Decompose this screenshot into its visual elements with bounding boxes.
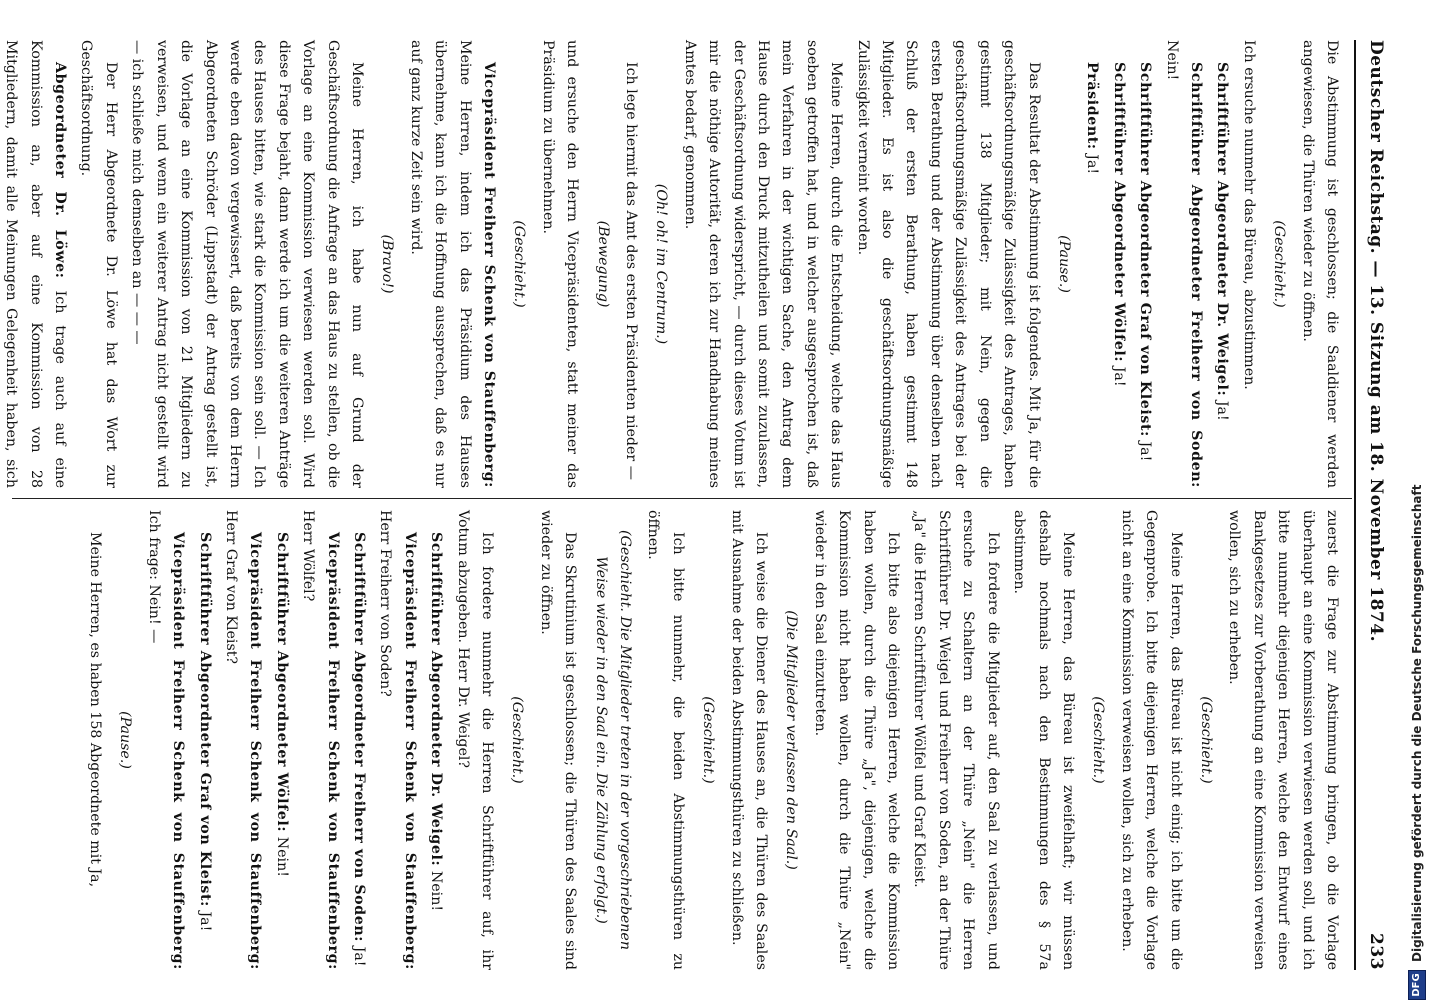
stage-direction: (Geschieht.)	[509, 696, 526, 784]
text-paragraph: Der Herr Abgeordnete Dr. Löwe hat das Wort zur Geschäftsordnung.	[78, 40, 119, 488]
speech-text: Ja!	[350, 942, 367, 967]
footer-text: Digitalisierung gefördert durch die Deutsche Forschungsgemeinschaft	[1410, 484, 1424, 962]
speech-paragraph	[403, 40, 501, 488]
stage-direction: (Geschieht. Die Mitglieder treten in der vorgeschriebenen Weise wieder in den Saal ein. Die Zählung erfolgt.)	[592, 530, 634, 950]
text-paragraph: Das Skrutinium ist geschlossen; die Thüren des Saales sind wieder zu öffnen.	[537, 510, 579, 970]
speech-text: Nein!	[273, 832, 290, 877]
text-paragraph: zuerst die Frage zur Abstimmung bringen, ob die Vorlage überhaupt an eine Kommission verwiesen werden soll, und ich bitte nunmehr diejenigen Herren, welche den Entwurf eines Bankgesetzes zur Vorberathung an eine Kommission verweisen wollen, sich zu erheben.	[1226, 510, 1340, 970]
speech-paragraph	[192, 510, 216, 970]
text-paragraph: Die Abstimmung ist geschlossen; die Saaldiener werden angewiesen, die Thüren wieder zu öffnen.	[1299, 40, 1340, 488]
page-number: 233	[1366, 933, 1386, 970]
speech-text: Ja!	[1214, 396, 1231, 421]
text-paragraph: Ich bitte also diejenigen Herren, welche die Kommission haben wollen, durch die Thüre „Ja", diejenigen, welche die Kommission nicht haben wollen, durch die Thüre „Nein" wieder in den Saal einzutreten.	[811, 510, 902, 970]
speaker-name: Schriftführer Abgeordneter Wölfel:	[273, 532, 290, 833]
speech-text: Ja!	[1137, 436, 1154, 462]
speech-paragraph	[373, 510, 422, 970]
stage-direction: (Geschieht.)	[511, 220, 528, 308]
speech-paragraph	[1080, 40, 1104, 488]
speech-text: Ich trage auch auf eine Kommission an, aber auf eine Kommission von 28 Mitgliedern, damit alle Meinungen Gelegenheit haben, sich	[3, 40, 69, 488]
stage-direction: (Die Mitglieder verlassen den Saal.)	[783, 610, 800, 870]
speech-paragraph	[296, 510, 345, 970]
speech-text: Ja!	[1110, 362, 1127, 387]
text-paragraph: Ich weise die Diener des Hauses an, die Thüren des Saales mit Ausnahme der beiden Abstimmungsthüren zu schließen.	[728, 510, 770, 970]
text-paragraph: Meine Herren, ich habe nun auf Grund der Geschäftsordnung die Anfrage an das Haus zu stellen, ob die Vorlage an eine Kommission verwiesen werden soll. Wird diese Frage bejaht, dann werde ich um die weiteren Anträge des Hauses bitten, wie stark die Kommission sein soll. — Ich werde eben davon vergewissert, daß bereits von dem Herrn Abgeordneten Schröder (Lippstadt) der Antrag gestellt ist, die Vorlage an eine Kommission von 21 Mitgliedern zu verweisen, und wenn ein weiterer Antrag nicht gestellt wird — ich schließe mich demselben an — — —	[129, 40, 365, 488]
speaker-name: Schriftführer Abgeordneter Wölfel:	[1110, 62, 1127, 363]
text-paragraph: Meine Herren, durch die Entscheidung, welche das Haus soeben getroffen hat, und in welcher ausgesprochen ist, daß mein Verfahren in der wichtigen Sache, den Antrag dem Hause durch den Druck mitzutheilen und somit zuzulassen, der Geschäftsordnung widerspricht, — durch dieses Votum ist mir die nöthige Autorität, deren ich zur Handhabung meines Amtes bedarf, genommen.	[681, 40, 845, 488]
digitization-footer	[1406, 0, 1428, 1000]
speaker-name: Vicepräsident Freiherr Schenk von Stauffenberg:	[401, 532, 418, 970]
speech-text: Ja!	[196, 906, 213, 932]
speaker-name: Vicepräsident Freiherr Schenk von Stauffenberg:	[324, 532, 341, 970]
speaker-name: Präsident:	[1084, 62, 1101, 150]
speaker-name: Schriftführer Abgeordneter Graf von Kleist:	[196, 532, 213, 907]
text-paragraph: Ich ersuche nunmehr das Büreau, abzustimmen.	[1240, 40, 1257, 390]
stage-direction: (Pause.)	[1055, 235, 1072, 293]
column-divider	[12, 498, 1352, 499]
text-paragraph: Ich lege hiermit das Amt des ersten Präsidenten nieder —	[623, 62, 640, 480]
speaker-name: Schriftführer Abgeordneter Graf von Kleist:	[1137, 62, 1154, 437]
speech-text: Herr Graf von Kleist?	[222, 510, 239, 665]
speech-paragraph	[1106, 40, 1130, 488]
speech-paragraph	[1159, 40, 1208, 488]
dfg-logo: DFG	[1408, 970, 1426, 1000]
stage-direction: (Geschieht.)	[1090, 696, 1107, 784]
stage-direction: (Geschieht.)	[1197, 696, 1214, 784]
speech-paragraph	[141, 510, 190, 970]
speech-text: Ich frage: Nein! —	[145, 510, 162, 644]
speaker-name: Abgeordneter Dr. Löwe:	[52, 62, 69, 279]
speaker-name: Vicepräsident Freiherr Schenk von Stauffenberg:	[170, 532, 187, 970]
stage-direction: (Geschieht.)	[700, 696, 717, 784]
speaker-name: Vicepräsident Freiherr Schenk von Stauffenberg:	[481, 62, 497, 488]
text-paragraph: Ich bitte nunmehr, die beiden Abstimmungsthüren zu öffnen.	[645, 510, 686, 970]
stage-direction: (Oh! oh! im Centrum.)	[653, 183, 670, 345]
speech-paragraph	[1210, 40, 1234, 488]
stage-direction: (Geschieht.)	[1271, 220, 1288, 308]
text-paragraph: Meine Herren, es haben 158 Abgeordnete mit Ja,	[86, 532, 103, 888]
text-paragraph: Ich fordere die Mitglieder auf, den Saal zu verlassen, und ersuche zu Schaltern an der Thüre „Nein" die Herren Schriftführer Dr. Weigel und Freiherr von Soden, an der Thüre „Ja" die Herren Schriftführer Wölfel und Graf Kleist.	[911, 510, 1001, 970]
text-paragraph: Das Resultat der Abstimmung ist folgendes. Mit Ja, für die geschäftsordnungsmäßige Zulässigkeit des Antrages, haben gestimmt 138 Mitglieder; mit Nein, gegen die geschäftsordnungsmäßige Zulässigkeit des Antrages bei der ersten Berathung und der Abstimmung über denselben nach Schluß der ersten Berathung, haben gestimmt 148 Mitglieder. Es ist also die geschäftsordnungsmäßige Zulässigkeit verneint worden.	[854, 40, 1042, 488]
header-rule	[1354, 40, 1356, 970]
speech-paragraph	[219, 510, 268, 970]
speaker-name: Vicepräsident Freiherr Schenk von Stauffenberg:	[247, 532, 264, 970]
speech-paragraph	[0, 40, 72, 488]
speech-text: Nein!	[1163, 40, 1180, 81]
speaker-name: Schriftführer Abgeordneter Dr. Weigel:	[428, 532, 445, 867]
text-paragraph: Meine Herren, das Büreau ist zweifelhaft; wir müssen deshalb nochmals nach den Bestimmungen des § 57a abstimmen.	[1011, 510, 1076, 970]
speech-text: Herr Freiherr von Soden?	[377, 510, 394, 697]
speech-text: Herr Wölfel?	[300, 510, 317, 602]
speech-paragraph	[1133, 40, 1157, 488]
speaker-name: Schriftführer Abgeordneter Freiherr von Soden:	[1187, 62, 1204, 488]
speech-text: Nein!	[428, 866, 445, 912]
speech-text: Ja!	[1084, 149, 1101, 175]
right-column	[14, 510, 1344, 970]
text-paragraph: Meine Herren, das Büreau ist nicht einig; ich bitte um die Gegenprobe. Ich bitte diejenigen Herren, welche die Vorlage nicht an eine Kommission verweisen wollen, sich zu erheben.	[1118, 510, 1184, 970]
stage-direction: (Pause.)	[117, 711, 134, 769]
text-paragraph: und ersuche den Herrn Vicepräsidenten, statt meiner das Präsidium zu übernehmen.	[539, 40, 581, 488]
stage-direction: (Bewegung)	[594, 220, 611, 308]
speech-text: Meine Herren, indem ich das Präsidium des Hauses übernehme, kann ich die Hoffnung aussprechen, daß es nur auf ganz kurze Zeit sein wird.	[407, 40, 473, 488]
speech-paragraph	[347, 510, 371, 970]
stage-direction: (Bravo!)	[379, 234, 396, 294]
speech-paragraph	[424, 510, 448, 970]
page-header	[1360, 40, 1386, 970]
speaker-name: Schriftführer Abgeordneter Dr. Weigel:	[1214, 62, 1231, 397]
header-title: Deutscher Reichstag. — 13. Sitzung am 18. November 1874.	[1366, 40, 1386, 642]
speech-paragraph	[269, 510, 293, 970]
left-column	[3, 40, 1344, 488]
text-paragraph: Ich fordere nunmehr die Herren Schriftführer auf, ihr Votum abzugeben. Herr Dr. Weigel?	[454, 510, 495, 970]
speaker-name: Schriftführer Abgeordneter Freiherr von Soden:	[350, 532, 367, 943]
